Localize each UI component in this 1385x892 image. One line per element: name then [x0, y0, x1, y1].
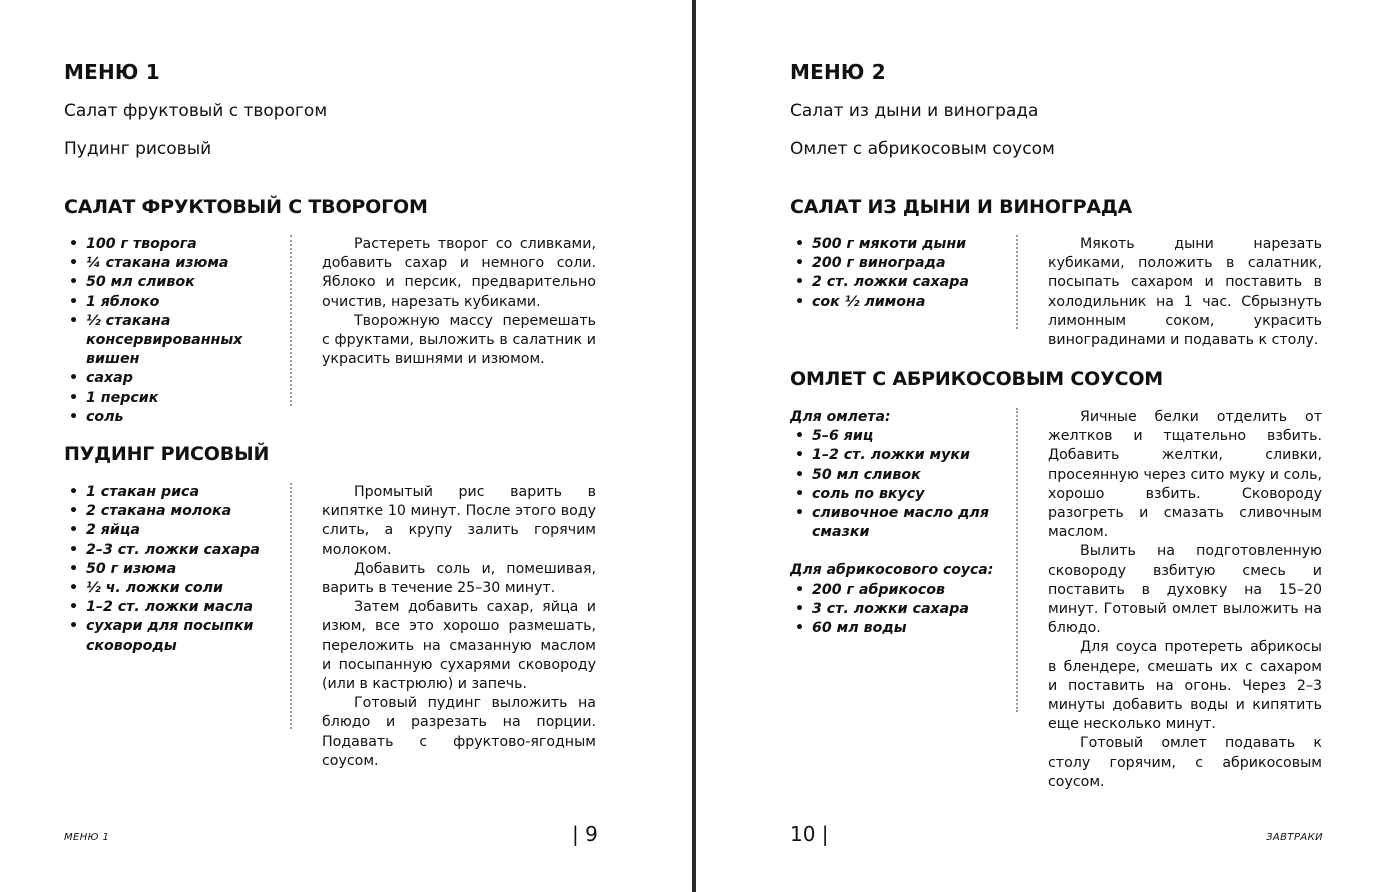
method-paragraph: Готовый пудинг выложить на блюдо и разрезать на порции. Подавать с фруктово-ягодным соусом.	[322, 695, 596, 769]
ingredients-melon-salad	[790, 235, 1018, 329]
running-footer: МЕНЮ 1	[64, 832, 110, 843]
method-paragraph: Яичные белки отделить от желтков и тщательно взбить. Добавить желтки, сливки, просеянную через сито муку и соль, хорошо взбить. Сковороду разогреть и смазать сливочным маслом.	[1048, 409, 1322, 541]
ingredients-subheading-omelet: Для омлета:	[790, 409, 891, 425]
method-paragraph: Готовый омлет подавать к столу горячим, с абрикосовым соусом.	[1048, 735, 1322, 790]
ingredient-item: • ½ стакана консервированных вишен	[64, 312, 290, 370]
ingredient-item: • 3 ст. ложки сахара	[790, 600, 1016, 619]
ingredient-item: • 200 г винограда	[790, 254, 1016, 273]
menu-dish-1: Салат фруктовый с творогом	[64, 101, 328, 121]
ingredient-item: • сахар	[64, 369, 290, 388]
ingredient-item: • 1 стакан риса	[64, 483, 290, 502]
method-paragraph: Для соуса протереть абрикосы в блендере, смешать их с сахаром и поставить на огонь. Через 2–3 минуты добавить воды и кипятить еще несколько минут.	[1048, 639, 1322, 733]
menu-dish-2: Омлет с абрикосовым соусом	[790, 139, 1055, 159]
ingredient-item: • сок ½ лимона	[790, 293, 1016, 312]
ingredient-item: • ¼ стакана изюма	[64, 254, 290, 273]
recipe-title-fruit-salad: САЛАТ ФРУКТОВЫЙ С ТВОРОГОМ	[64, 196, 428, 218]
method-paragraph: Мякоть дыни нарезать кубиками, положить в салатник, посыпать сахаром и поставить в холодильник на 1 час. Сбрызнуть лимонным соком, украсить виноградинами и подавать к столу.	[1048, 236, 1322, 349]
running-footer: ЗАВТРАКИ	[1266, 832, 1323, 843]
ingredient-item: • 2–3 ст. ложки сахара	[64, 541, 290, 560]
menu-title: МЕНЮ 1	[64, 60, 160, 84]
ingredient-item: • 1 персик	[64, 389, 290, 408]
page-number: 10 |	[790, 822, 829, 846]
method-paragraph: Затем добавить сахар, яйца и изюм, все это хорошо размешать, переложить на смазанную маслом и посыпанную сухарями сковороду (или в кастрюлю) и запечь.	[322, 599, 596, 693]
recipe-title-omelet: ОМЛЕТ С АБРИКОСОВЫМ СОУСОМ	[790, 368, 1163, 390]
ingredients-omelet	[790, 408, 1018, 712]
ingredient-item: • 2 яйца	[64, 521, 290, 540]
ingredients-fruit-salad	[64, 235, 292, 425]
ingredient-item: • 1 яблоко	[64, 293, 290, 312]
ingredient-item: • 2 ст. ложки сахара	[790, 273, 1016, 292]
ingredient-item: • 500 г мякоти дыни	[790, 235, 1016, 254]
menu-dish-1: Салат из дыни и винограда	[790, 101, 1039, 121]
ingredient-item: • 2 стакана молока	[64, 502, 290, 521]
ingredient-item: • 50 г изюма	[64, 560, 290, 579]
ingredient-item: • соль	[64, 408, 290, 427]
method-paragraph: Растереть творог со сливками, добавить сахар и немного соли. Яблоко и персик, предварительно очистив, нарезать кубиками.	[322, 236, 596, 310]
ingredient-item: • 1–2 ст. ложки масла	[64, 598, 290, 617]
ingredients-rice-pudding	[64, 483, 292, 729]
method-paragraph: Добавить соль и, помешивая, варить в течение 25–30 минут.	[322, 560, 596, 597]
ingredient-item: • 5–6 яиц	[790, 427, 1016, 446]
ingredients-subheading-sauce: Для абрикосового соуса:	[790, 562, 994, 579]
method-fruit-salad	[322, 235, 596, 369]
ingredient-item: • 60 мл воды	[790, 619, 1016, 638]
method-rice-pudding	[322, 483, 596, 771]
ingredient-item: • 50 мл сливок	[64, 273, 290, 292]
right-page	[696, 0, 1385, 892]
ingredient-item: • соль по вкусу	[790, 485, 1016, 504]
menu-title: МЕНЮ 2	[790, 60, 886, 84]
method-paragraph: Вылить на подготовленную сковороду взбитую смесь и поставить в духовку на 15–20 минут. Готовый омлет выложить на блюдо.	[1048, 543, 1322, 637]
left-page	[0, 0, 692, 892]
page-number: | 9	[572, 822, 598, 846]
ingredient-item: • 200 г абрикосов	[790, 581, 1016, 600]
ingredient-item: • 50 мл сливок	[790, 466, 1016, 485]
ingredient-item: • сливочное масло для смазки	[790, 504, 1016, 542]
ingredient-item: • 100 г творога	[64, 235, 290, 254]
ingredient-item: • ½ ч. ложки соли	[64, 579, 290, 598]
method-omelet	[1048, 408, 1322, 792]
method-melon-salad	[1048, 235, 1322, 350]
ingredient-item: • 1–2 ст. ложки муки	[790, 446, 1016, 465]
ingredient-item: • сухари для посыпки сковороды	[64, 617, 290, 655]
method-paragraph: Промытый рис варить в кипятке 10 минут. После этого воду слить, а крупу залить горячим молоком.	[322, 484, 596, 558]
method-paragraph: Творожную массу перемешать с фруктами, выложить в салатник и украсить вишнями и изюмом.	[322, 312, 596, 368]
recipe-title-rice-pudding: ПУДИНГ РИСОВЫЙ	[64, 443, 270, 465]
menu-dish-2: Пудинг рисовый	[64, 139, 212, 159]
recipe-title-melon-salad: САЛАТ ИЗ ДЫНИ И ВИНОГРАДА	[790, 196, 1133, 218]
